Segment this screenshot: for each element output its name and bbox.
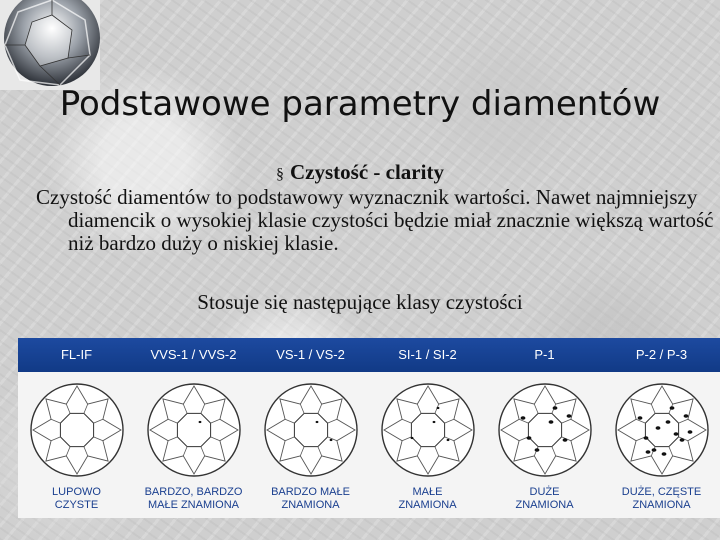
diamond-diagram: [612, 380, 712, 480]
clarity-classes-subheading: Stosuje się następujące klasy czystości: [197, 290, 523, 314]
inclusion-mark: [687, 430, 692, 434]
clarity-grade-label: FL-IF: [60, 347, 93, 362]
inclusion-mark: [552, 406, 557, 410]
inclusion-mark: [432, 421, 435, 423]
diamond-diagram: [261, 380, 361, 480]
slide-title: Podstawowe parametry diamentów: [59, 84, 661, 124]
inclusion-mark: [651, 448, 656, 452]
inclusion-mark: [655, 426, 660, 430]
inclusion-mark: [562, 438, 567, 442]
inclusion-mark: [661, 452, 666, 456]
bullet-heading: Czystość - clarity: [290, 160, 444, 184]
clarity-grade-label: P-2 / P-3: [635, 347, 688, 362]
inclusion-mark: [198, 421, 201, 423]
clarity-description: BARDZO, BARDZO MAŁE ZNAMIONA: [144, 486, 243, 511]
inclusion-mark: [548, 420, 553, 424]
inclusion-mark: [679, 438, 684, 442]
inclusion-mark: [643, 436, 648, 440]
inclusion-mark: [637, 416, 642, 420]
bullet-mark: §: [276, 166, 285, 183]
diamond-diagram: [144, 380, 244, 480]
inclusion-mark: [673, 432, 678, 436]
inclusion-mark: [329, 439, 332, 441]
inclusion-mark: [534, 448, 539, 452]
clarity-description: MAŁE ZNAMIONA: [398, 486, 457, 511]
inclusion-mark: [669, 406, 674, 410]
diamond-logo: [0, 0, 100, 90]
clarity-description: BARDZO MAŁE ZNAMIONA: [271, 486, 350, 511]
clarity-description: DUŻE, CZĘSTE ZNAMIONA: [621, 486, 702, 511]
clarity-description: DUŻE ZNAMIONA: [515, 486, 574, 511]
inclusion-mark: [526, 436, 531, 440]
inclusion-mark: [436, 407, 439, 409]
clarity-paragraph: Czystość diamentów to podstawowy wyznacznik wartości. Nawet najmniejszy diamencik o wysokiej klasie czystości będzie miał znacznie większą wartość niż bardzo duży o niskiej klasie.: [36, 185, 714, 255]
inclusion-mark: [315, 421, 318, 423]
inclusion-mark: [410, 437, 413, 439]
diamond-diagram: [495, 380, 595, 480]
diamond-diagram: [378, 380, 478, 480]
clarity-grade-label: P-1: [534, 347, 555, 362]
inclusion-mark: [645, 450, 650, 454]
clarity-description: LUPOWO CZYSTE: [52, 486, 101, 511]
clarity-grade-label: VS-1 / VS-2: [276, 347, 345, 362]
clarity-scale-chart: [18, 338, 720, 518]
inclusion-mark: [520, 416, 525, 420]
clarity-grade-label: SI-1 / SI-2: [398, 347, 457, 362]
diamond-diagram: [27, 380, 127, 480]
inclusion-mark: [665, 420, 670, 424]
inclusion-mark: [566, 414, 571, 418]
inclusion-mark: [446, 439, 449, 441]
inclusion-mark: [683, 414, 688, 418]
bullet-heading-line: [0, 160, 720, 185]
clarity-grade-label: VVS-1 / VVS-2: [150, 347, 237, 362]
